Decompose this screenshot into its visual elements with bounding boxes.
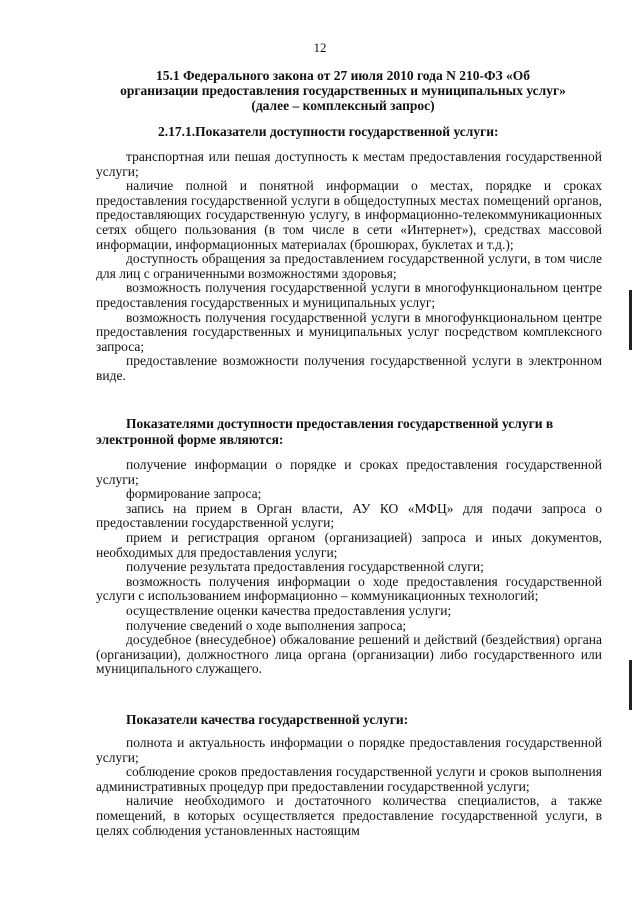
list-item: доступность обращения за предоставлением государственной услуги, в том числе для лиц с ограниченными возможностями здоровья; [96, 251, 602, 281]
list-item: осуществление оценки качества предоставления услуги; [126, 602, 452, 618]
list-item: прием и регистрация органом (организацией) запроса и иных документов, необходимых для предоставления услуги; [96, 529, 602, 560]
scan-edge-mark [629, 290, 632, 350]
section1-body [96, 150, 602, 384]
title-line-1: 15.1 Федерального закона от 27 июля 2010 года N 210-ФЗ «Об [155, 68, 531, 83]
list-item: возможность получения государственной услуги в многофункциональном центре предоставления государственных и муниципальных услуг; [96, 280, 602, 310]
list-item: досудебное (внесудебное) обжалование решений и действий (бездействия) органа (организации), должностного лица органа (организации) либо государственного или муниципального служащего. [96, 632, 602, 677]
section1-heading: 2.17.1.Показатели доступности государственной услуги: [158, 124, 499, 139]
list-item: получение информации о порядке и сроках предоставления государственной услуги; [96, 457, 602, 487]
list-item: предоставление возможности получения государственной услуги в электронном виде. [96, 353, 602, 383]
section2-body [96, 458, 602, 677]
list-item: наличие полной и понятной информации о местах, порядке и сроках предоставления государственной услуги в общедоступных местах помещений органов, предоставляющих государственную услугу, в информационно-телекоммуникационных сетях общего пользования (в том числе в сети «Интернет»), средствах массовой информации, информационных материалах (брошюрах, буклетах и т.д.); [96, 178, 602, 252]
list-item: получение сведений о ходе выполнения запроса; [126, 617, 407, 633]
list-item: получение результата предоставления государственной слуги; [126, 559, 484, 575]
page-number: 12 [313, 40, 327, 55]
title-line-3: (далее – комплексный запрос) [251, 98, 435, 113]
title-line-2: организации предоставления государственных и муниципальных услуг» [120, 83, 566, 98]
list-item: наличие необходимого и достаточного количества специалистов, а также помещений, в которых осуществляется предоставление государственной услуги, в целях соблюдения установленных настоящим [96, 793, 602, 838]
list-item: соблюдение сроков предоставления государственной услуги и сроков выполнения административных процедур при предоставлении государственной услуги; [96, 764, 602, 794]
list-item: возможность получения государственной услуги в многофункциональном центре предоставления государственных и муниципальных услуг посредством комплексного запроса; [96, 309, 602, 354]
list-item: запись на прием в Орган власти, АУ КО «МФЦ» для подачи запроса о предоставлении государственной услуги; [96, 500, 602, 531]
list-item: формирование запроса; [126, 486, 262, 502]
scan-edge-mark [629, 660, 632, 710]
section3-body [96, 736, 602, 838]
section3-heading: Показатели качества государственной услуги: [126, 712, 409, 727]
list-item: возможность получения информации о ходе предоставления государственной услуги с использованием информационно – коммуникационных технологий; [96, 573, 602, 604]
list-item: транспортная или пешая доступность к местам предоставления государственной услуги; [96, 149, 602, 179]
section2-heading: Показателями доступности предоставления государственной услуги в электронной форме являются: [96, 416, 554, 447]
list-item: полнота и актуальность информации о порядке предоставления государственной услуги; [96, 735, 602, 765]
